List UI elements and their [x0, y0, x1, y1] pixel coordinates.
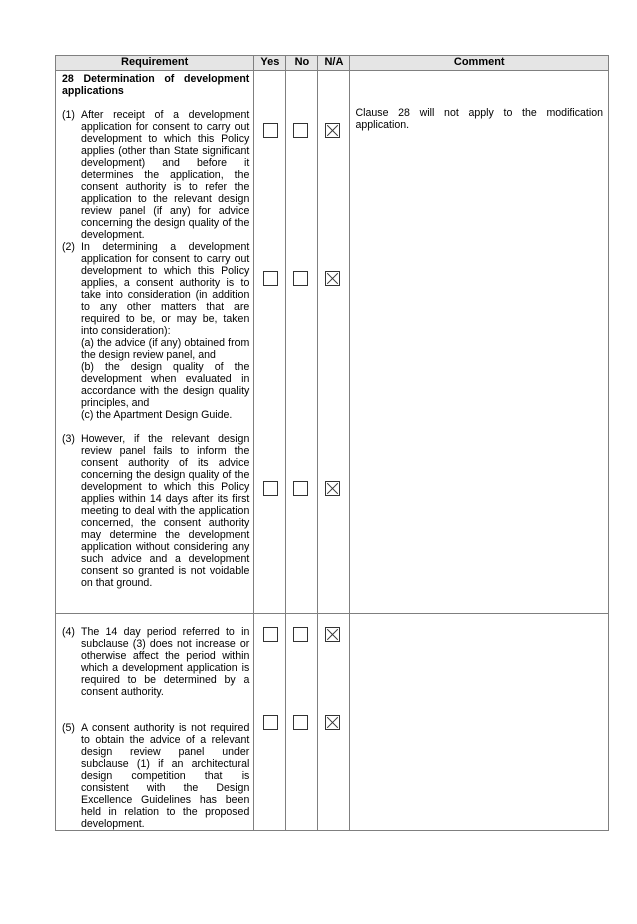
- na-checkbox-2[interactable]: [325, 271, 340, 286]
- no-checkbox-3[interactable]: [293, 481, 308, 496]
- item-text: However, if the relevant design review panel fails to inform the consent authority of its advice concerning the design quality of the development to which this Policy applies within 14 days after its first meeting to deal with the application concerned, the consent authority may determine the development application without considering any such advice and a development consent so granted is not voidable on that ground.: [81, 433, 250, 589]
- clause-item-5: [56, 722, 253, 830]
- na-checkbox-5[interactable]: [325, 715, 340, 730]
- no-checkbox-5[interactable]: [293, 715, 308, 730]
- header-yes: Yes: [254, 56, 286, 71]
- sub-item-c: (c) the Apartment Design Guide.: [81, 409, 233, 421]
- section-row-2: [56, 614, 609, 831]
- yes-cell: [254, 614, 286, 831]
- comment-text: Clause 28 will not apply to the modification application.: [355, 107, 603, 131]
- yes-checkbox-2[interactable]: [263, 271, 278, 286]
- no-checkbox-2[interactable]: [293, 271, 308, 286]
- clause-item-2: [56, 241, 253, 337]
- item-text: After receipt of a development application for consent to carry out development to which this Policy applies (other than State significant development) and before it determines the application, the consent authority is to refer the application to the relevant design review panel (if any) for advice concerning the design quality of the development.: [81, 109, 250, 241]
- comment-cell: [350, 71, 609, 614]
- clause-item-3: [56, 433, 253, 589]
- clause-item-4: [56, 626, 253, 722]
- na-cell: [318, 614, 350, 831]
- item-text: In determining a development application for consent to carry out development to which this Policy applies, a consent authority is to take into consideration (in addition to any other matters that are required to be, or may be, taken into consideration):: [81, 241, 250, 337]
- requirements-table: [55, 55, 609, 831]
- yes-checkbox-1[interactable]: [263, 123, 278, 138]
- no-cell: [286, 614, 318, 831]
- yes-checkbox-5[interactable]: [263, 715, 278, 730]
- na-checkbox-1[interactable]: [325, 123, 340, 138]
- clause-item-1: [56, 109, 253, 241]
- na-cell: [318, 71, 350, 614]
- requirement-cell: [56, 71, 254, 614]
- item-number: (4): [62, 626, 75, 638]
- no-checkbox-1[interactable]: [293, 123, 308, 138]
- comment-cell: [350, 614, 609, 831]
- na-checkbox-4[interactable]: [325, 627, 340, 642]
- header-row: [56, 56, 609, 71]
- header-na: N/A: [318, 56, 350, 71]
- yes-cell: [254, 71, 286, 614]
- header-no: No: [286, 56, 318, 71]
- header-requirement: Requirement: [56, 56, 254, 71]
- item-number: (3): [62, 433, 75, 445]
- header-comment: Comment: [350, 56, 609, 71]
- item-number: (1): [62, 109, 75, 121]
- no-checkbox-4[interactable]: [293, 627, 308, 642]
- yes-checkbox-4[interactable]: [263, 627, 278, 642]
- no-cell: [286, 71, 318, 614]
- item-number: (5): [62, 722, 75, 734]
- item-text: The 14 day period referred to in subclause (3) does not increase or otherwise affect the period within which a development application is required to be determined by a consent authority.: [81, 626, 250, 698]
- requirement-cell: [56, 614, 254, 831]
- section-row-1: [56, 71, 609, 614]
- item-text: A consent authority is not required to obtain the advice of a relevant design review panel under subclause (1) if an architectural design competition that is consistent with the Design Excellence Guidelines has been held in relation to the proposed development.: [81, 722, 250, 830]
- sub-item-a: (a) the advice (if any) obtained from the design review panel, and: [81, 337, 250, 361]
- na-checkbox-3[interactable]: [325, 481, 340, 496]
- clause-heading: 28 Determination of development applications: [62, 73, 250, 97]
- sub-item-b: (b) the design quality of the development when evaluated in accordance with the design quality principles, and: [81, 361, 250, 409]
- yes-checkbox-3[interactable]: [263, 481, 278, 496]
- item-number: (2): [62, 241, 75, 253]
